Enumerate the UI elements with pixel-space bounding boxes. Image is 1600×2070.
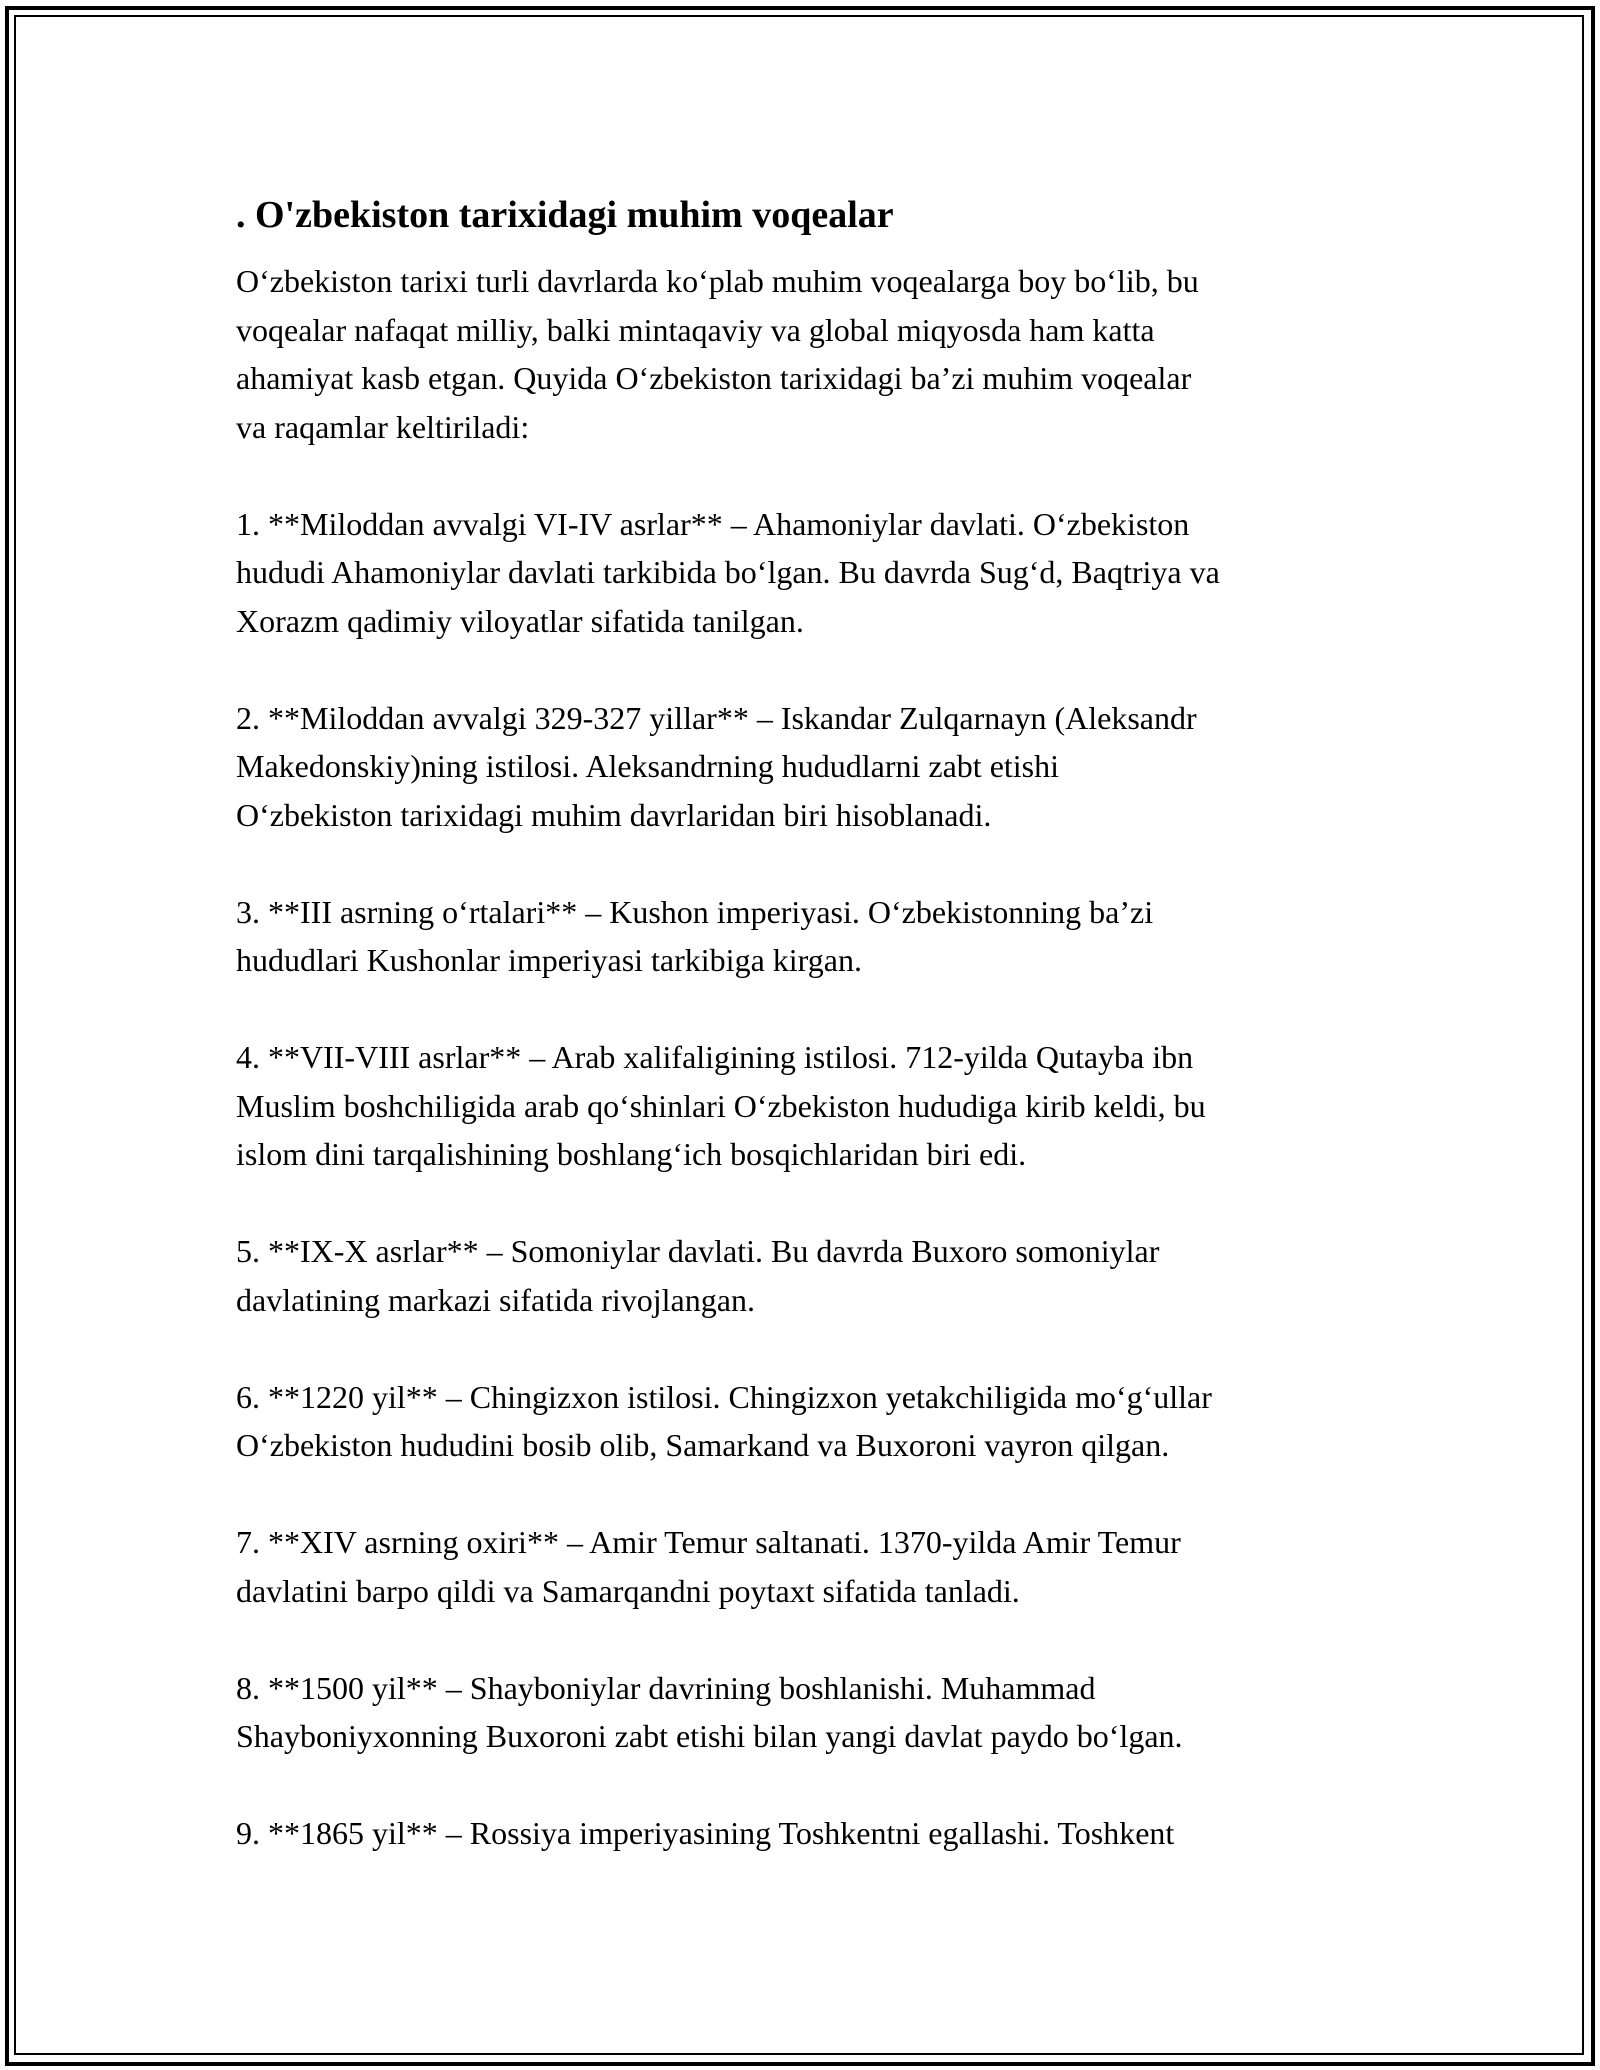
document-title: . O'zbekiston tarixidagi muhim voqealar [236,194,894,236]
event-item-6 [236,1373,1381,1470]
event-item-3 [236,888,1381,985]
text-line: Muslim boshchiligida arab qo‘shinlari O‘zbekiston hududiga kirib keldi, bu [236,1087,1206,1124]
text-line: Makedonskiy)ning istilosi. Aleksandrning hududlarni zabt etishi [236,748,1060,784]
event-item-5 [236,1227,1381,1324]
document-body [236,186,1381,1858]
text-line: ahamiyat kasb etgan. Quyida O‘zbekiston tarixidagi ba’zi muhim voqealar [236,360,1192,396]
text-line: davlatini barpo qildi va Samarqandni poytaxt sifatida tanladi. [236,1572,1020,1609]
event-item-8 [236,1664,1381,1761]
text-line: O‘zbekiston tarixi turli davrlarda ko‘plab muhim voqealarga boy bo‘lib, bu [236,263,1199,299]
text-line: voqealar nafaqat milliy, balki mintaqaviy va global miqyosda ham katta [236,311,1155,348]
text-line: davlatining markazi sifatida rivojlangan. [236,1281,755,1318]
text-line: 4. **VII-VIII asrlar** – Arab xalifaligining istilosi. 712-yilda Qutayba ibn [236,1039,1194,1075]
intro-paragraph [236,257,1381,451]
text-line: hududlari Kushonlar imperiyasi tarkibiga kirgan. [236,942,862,978]
event-item-7 [236,1518,1381,1615]
text-line: 1. **Miloddan avvalgi VI-IV asrlar** – Ahamoniylar davlati. O‘zbekiston [236,505,1190,542]
event-item-9 [236,1809,1381,1858]
text-line: Shayboniyxonning Buxoroni zabt etishi bilan yangi davlat paydo bo‘lgan. [236,1718,1183,1754]
event-item-1 [236,500,1381,646]
text-line: O‘zbekiston hududini bosib olib, Samarkand va Buxoroni vayron qilgan. [236,1427,1170,1463]
event-item-2 [236,694,1381,840]
text-line: 8. **1500 yil** – Shayboniylar davrining boshlanishi. Muhammad [236,1669,1096,1706]
text-line: Xorazm qadimiy viloyatlar sifatida tanilgan. [236,602,804,639]
text-line: 3. **III asrning o‘rtalari** – Kushon imperiyasi. O‘zbekistonning ba’zi [236,893,1154,930]
text-line: 5. **IX-X asrlar** – Somoniylar davlati. Bu davrda Buxoro somoniylar [236,1233,1160,1269]
text-line: O‘zbekiston tarixidagi muhim davrlaridan biri hisoblanadi. [236,796,992,833]
text-line: 9. **1865 yil** – Rossiya imperiyasining Toshkentni egallashi. Toshkent [236,1815,1175,1851]
text-line: 7. **XIV asrning oxiri** – Amir Temur saltanati. 1370-yilda Amir Temur [236,1524,1181,1560]
text-line: va raqamlar keltiriladi: [236,408,530,445]
text-line: 6. **1220 yil** – Chingizxon istilosi. Chingizxon yetakchiligida mo‘g‘ullar [236,1378,1212,1415]
text-line: 2. **Miloddan avvalgi 329-327 yillar** – Iskandar Zulqarnayn (Aleksandr [236,699,1197,736]
text-line: hududi Ahamoniylar davlati tarkibida bo‘lgan. Bu davrda Sug‘d, Baqtriya va [236,554,1220,590]
text-line: islom dini tarqalishining boshlang‘ich bosqichlaridan biri edi. [236,1136,1027,1172]
event-item-4 [236,1033,1381,1179]
